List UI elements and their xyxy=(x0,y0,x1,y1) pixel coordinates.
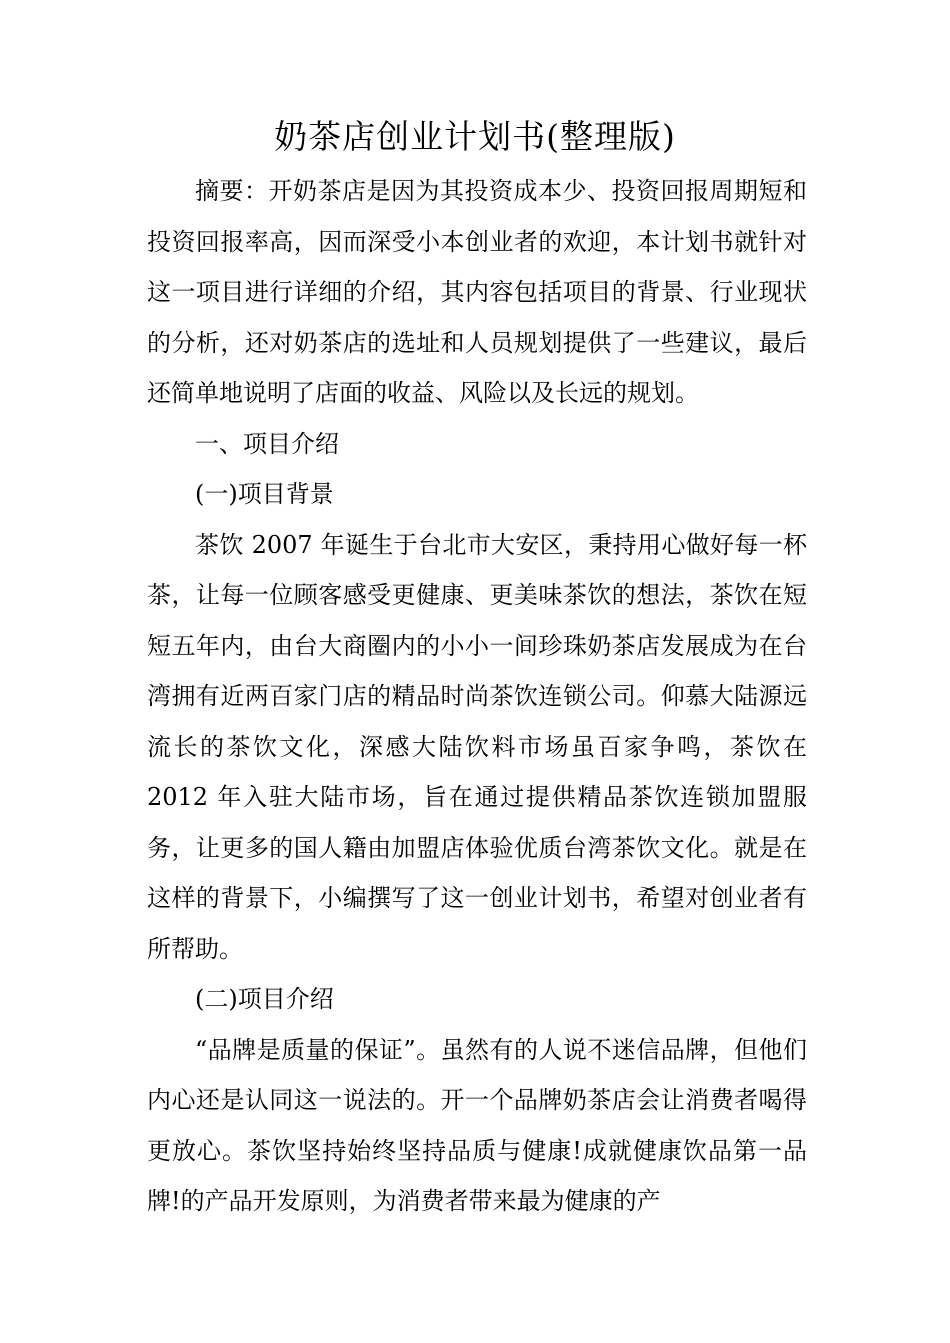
section-heading-project-intro: 一、项目介绍 xyxy=(195,429,339,458)
document-title: 奶茶店创业计划书(整理版) xyxy=(274,117,676,156)
subsection-heading-intro: (二)项目介绍 xyxy=(195,985,334,1013)
abstract-paragraph: 摘要：开奶茶店是因为其投资成本少、投资回报周期短和投资回报率高，因而深受小本创业者的欢迎，本计划书就针对这一项目进行详细的介绍，其内容包括项目的背景、行业现状的分析，还对奶茶店的选址和人员规划提供了一些建议，最后还简单地说明了店面的收益、风险以及长远的规划。 xyxy=(147,177,807,407)
intro-paragraph: “品牌是质量的保证”。虽然有的人说不迷信品牌，但他们内心还是认同这一说法的。开一个品牌奶茶店会让消费者喝得更放心。茶饮坚持始终坚持品质与健康!成就健康饮品第一品牌!的产品开发原则，为消费者带来最为健康的产 xyxy=(147,1035,807,1215)
document-body xyxy=(147,166,807,1227)
subsection-heading-background: (一)项目背景 xyxy=(195,480,334,508)
background-paragraph: 茶饮 2007 年诞生于台北市大安区，秉持用心做好每一杯茶，让每一位顾客感受更健康、更美味茶饮的想法，茶饮在短短五年内，由台大商圈内的小小一间珍珠奶茶店发展成为在台湾拥有近两百家门店的精品时尚茶饮连锁公司。仰慕大陆源远流长的茶饮文化，深感大陆饮料市场虽百家争鸣，茶饮在 2012 年入驻大陆市场，旨在通过提供精品茶饮连锁加盟服务，让更多的国人籍由加盟店体验优质台湾茶饮文化。就是在这样的背景下，小编撰写了这一创业计划书，希望对创业者有所帮助。 xyxy=(147,530,807,963)
